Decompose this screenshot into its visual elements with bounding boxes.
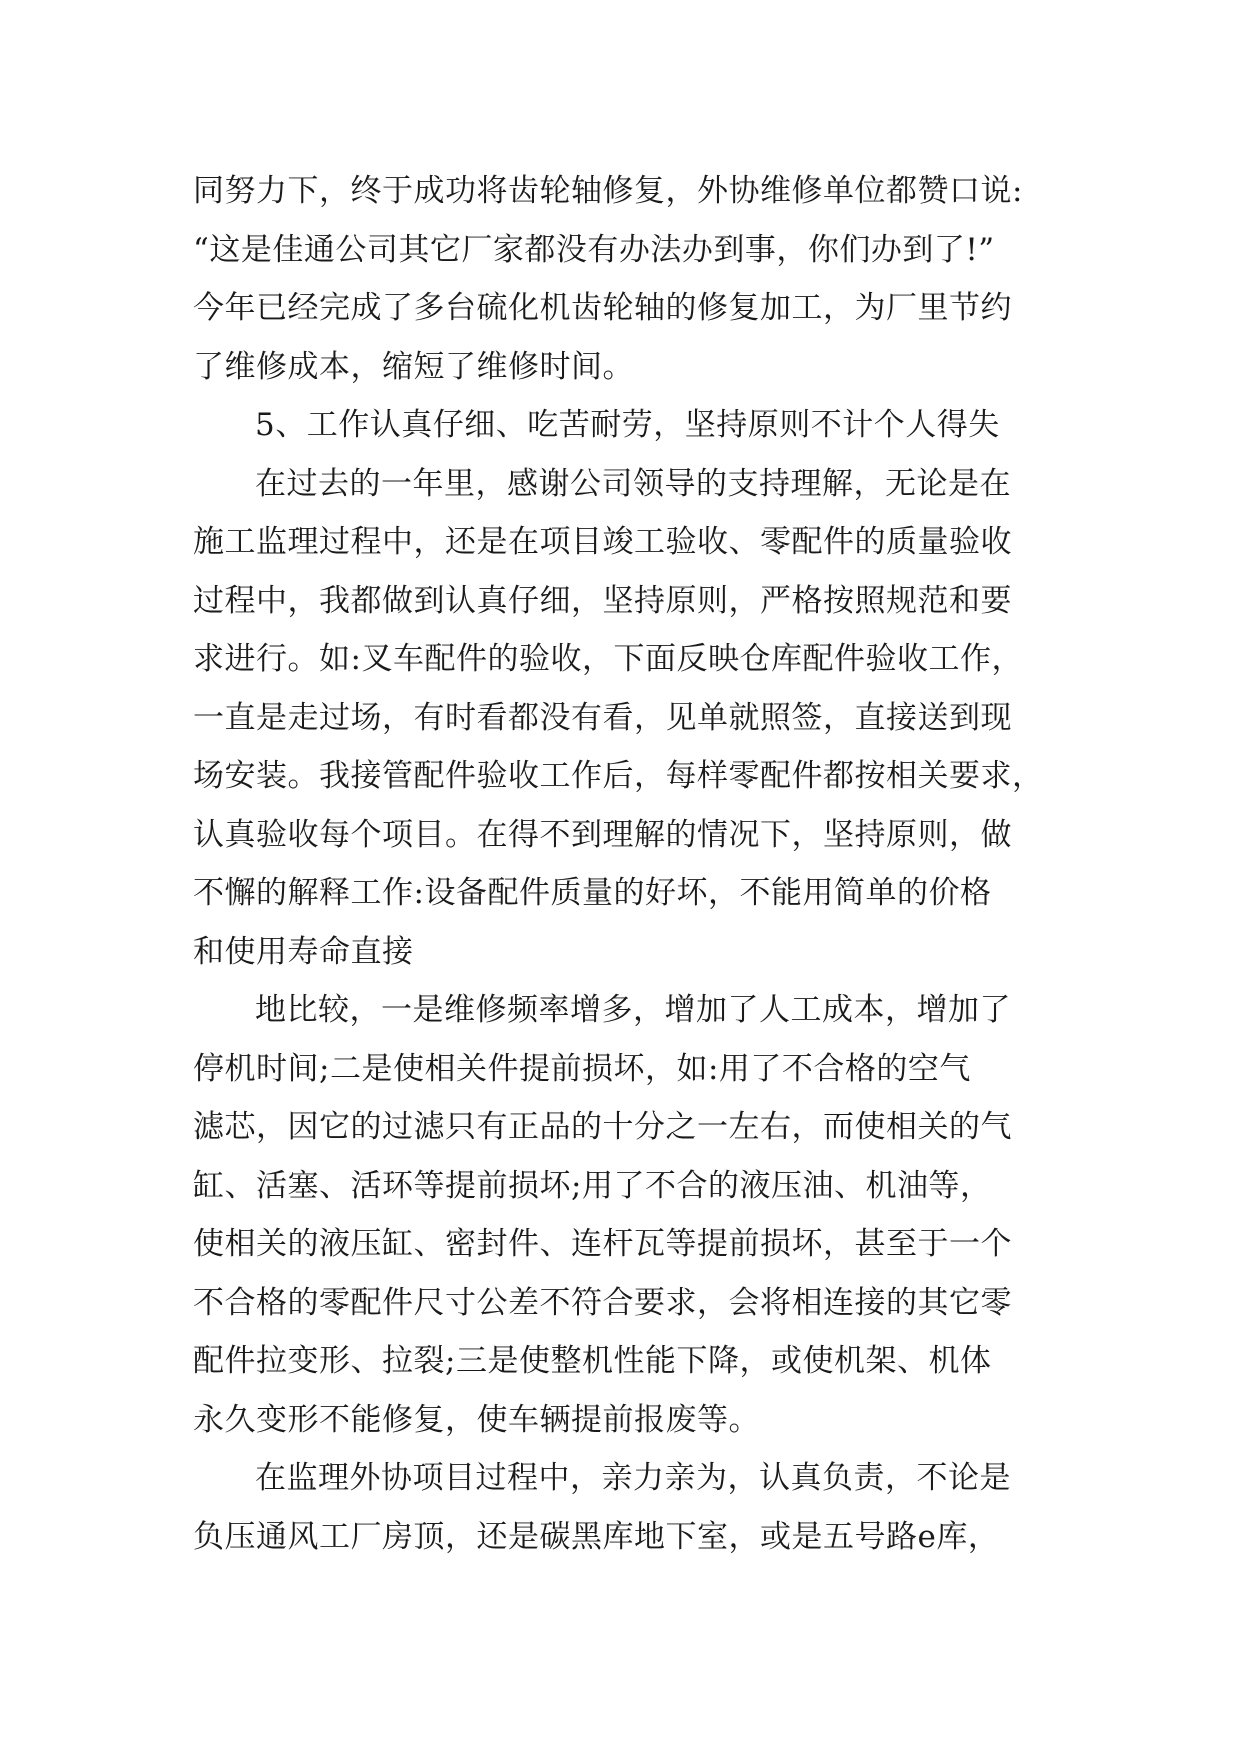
text-line: 场安装。我接管配件验收工作后，每样零配件都按相关要求， xyxy=(193,758,1044,794)
text-line: 在监理外协项目过程中，亲力亲为，认真负责，不论是 xyxy=(255,1460,1011,1496)
text-line: 滤芯，因它的过滤只有正品的十分之一左右，而使相关的气 xyxy=(193,1109,1012,1145)
text-line: 使相关的液压缸、密封件、连杆瓦等提前损坏，甚至于一个 xyxy=(193,1226,1012,1262)
text-line: “这是佳通公司其它厂家都没有办法办到事，你们办到了!” xyxy=(193,231,995,268)
text-line: 和使用寿命直接 xyxy=(193,933,414,970)
text-line: 负压通风工厂房顶，还是碳黑库地下室，或是五号路e库， xyxy=(193,1518,1000,1555)
text-line: 认真验收每个项目。在得不到理解的情况下，坚持原则，做 xyxy=(193,816,1012,853)
text-line: 在过去的一年里，感谢公司领导的支持理解，无论是在 xyxy=(255,465,1011,502)
document-body xyxy=(193,162,1053,1566)
text-line: 停机时间;二是使相关件提前损坏，如:用了不合格的空气 xyxy=(193,1050,971,1087)
text-line: 一直是走过场，有时看都没有看，见单就照签，直接送到现 xyxy=(193,699,1012,736)
text-line: 过程中，我都做到认真仔细，坚持原则，严格按照规范和要 xyxy=(193,582,1012,619)
text-line: 不懈的解释工作:设备配件质量的好坏，不能用简单的价格 xyxy=(193,875,992,911)
text-line: 求进行。如:叉车配件的验收，下面反映仓库配件验收工作， xyxy=(193,641,1023,677)
text-line: 缸、活塞、活环等提前损坏;用了不合的液压油、机油等， xyxy=(193,1167,992,1204)
text-line: 永久变形不能修复，使车辆提前报废等。 xyxy=(193,1401,760,1438)
text-line: 地比较，一是维修频率增多，增加了人工成本，增加了 xyxy=(255,992,1011,1028)
text-line: 今年已经完成了多台硫化机齿轮轴的修复加工，为厂里节约 xyxy=(193,290,1012,326)
text-line: 施工监理过程中，还是在项目竣工验收、零配件的质量验收 xyxy=(193,524,1012,560)
text-line: 配件拉变形、拉裂;三是使整机性能下降，或使机架、机体 xyxy=(193,1343,992,1379)
text-line: 不合格的零配件尺寸公差不符合要求，会将相连接的其它零 xyxy=(193,1284,1012,1321)
text-line: 同努力下，终于成功将齿轮轴修复，外协维修单位都赞口说: xyxy=(193,173,1023,209)
text-line: 了维修成本，缩短了维修时间。 xyxy=(193,348,634,385)
section-heading: 5、工作认真仔细、吃苦耐劳，坚持原则不计个人得失 xyxy=(255,407,1000,443)
